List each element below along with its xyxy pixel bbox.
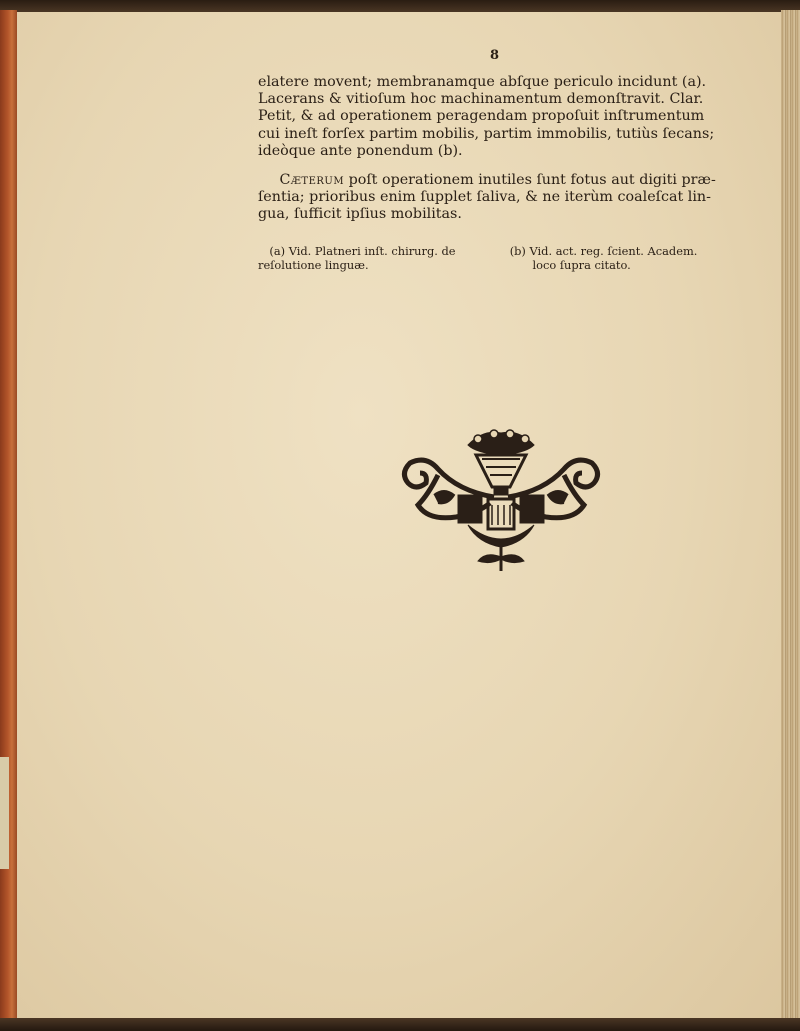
fleuron-urn-ornament-icon <box>398 425 604 573</box>
paragraph-1-line: cui ineſt forſex partim mobilis, partim immobilis, tutiùs ſecans; <box>258 125 715 142</box>
footnote-a-line: reſolutione linguæ. <box>258 258 369 272</box>
footnote-a-line: (a) Vid. Platneri inſt. chirurg. de <box>269 244 456 258</box>
footnote-b-line: (b) Vid. act. reg. ſcient. Academ. <box>509 244 698 258</box>
paragraph-1-line: Lacerans & vitioſum hoc machinamentum demonſtravit. Clar. <box>258 91 704 108</box>
paragraph-1-line: ideòque ante ponendum (b). <box>258 142 463 159</box>
paragraph-1 <box>258 74 738 160</box>
right-page-edges <box>781 10 800 1020</box>
paragraph-2 <box>258 172 738 224</box>
page-tab-marker <box>0 757 9 869</box>
scan-top-edge <box>0 0 800 12</box>
paragraph-2-line: poſt operationem inutiles ſunt fotus aut digiti præ- <box>344 172 716 189</box>
footnote-a <box>258 244 490 272</box>
footnote-b-line: loco ſupra citato. <box>532 258 631 272</box>
scan-bottom-edge <box>0 1018 800 1031</box>
paragraph-2-line: ſentia; prioribus enim ſupplet ſaliva, & ne iterùm coaleſcat lin- <box>258 189 711 206</box>
paragraph-1-line: elatere movent; membranamque abſque periculo incidunt (a). <box>258 74 707 90</box>
paragraph-2-line: gua, ſufficit ipſius mobilitas. <box>258 206 462 223</box>
footnote-b <box>510 244 742 272</box>
footnotes <box>258 244 742 272</box>
page-number: 8 <box>490 48 500 63</box>
paragraph-2-lead-word: Cæterum <box>279 172 345 189</box>
main-text-block <box>258 74 738 224</box>
paragraph-1-line: Petit, & ad operationem peragendam propoſuit inſtrumentum <box>258 108 705 125</box>
